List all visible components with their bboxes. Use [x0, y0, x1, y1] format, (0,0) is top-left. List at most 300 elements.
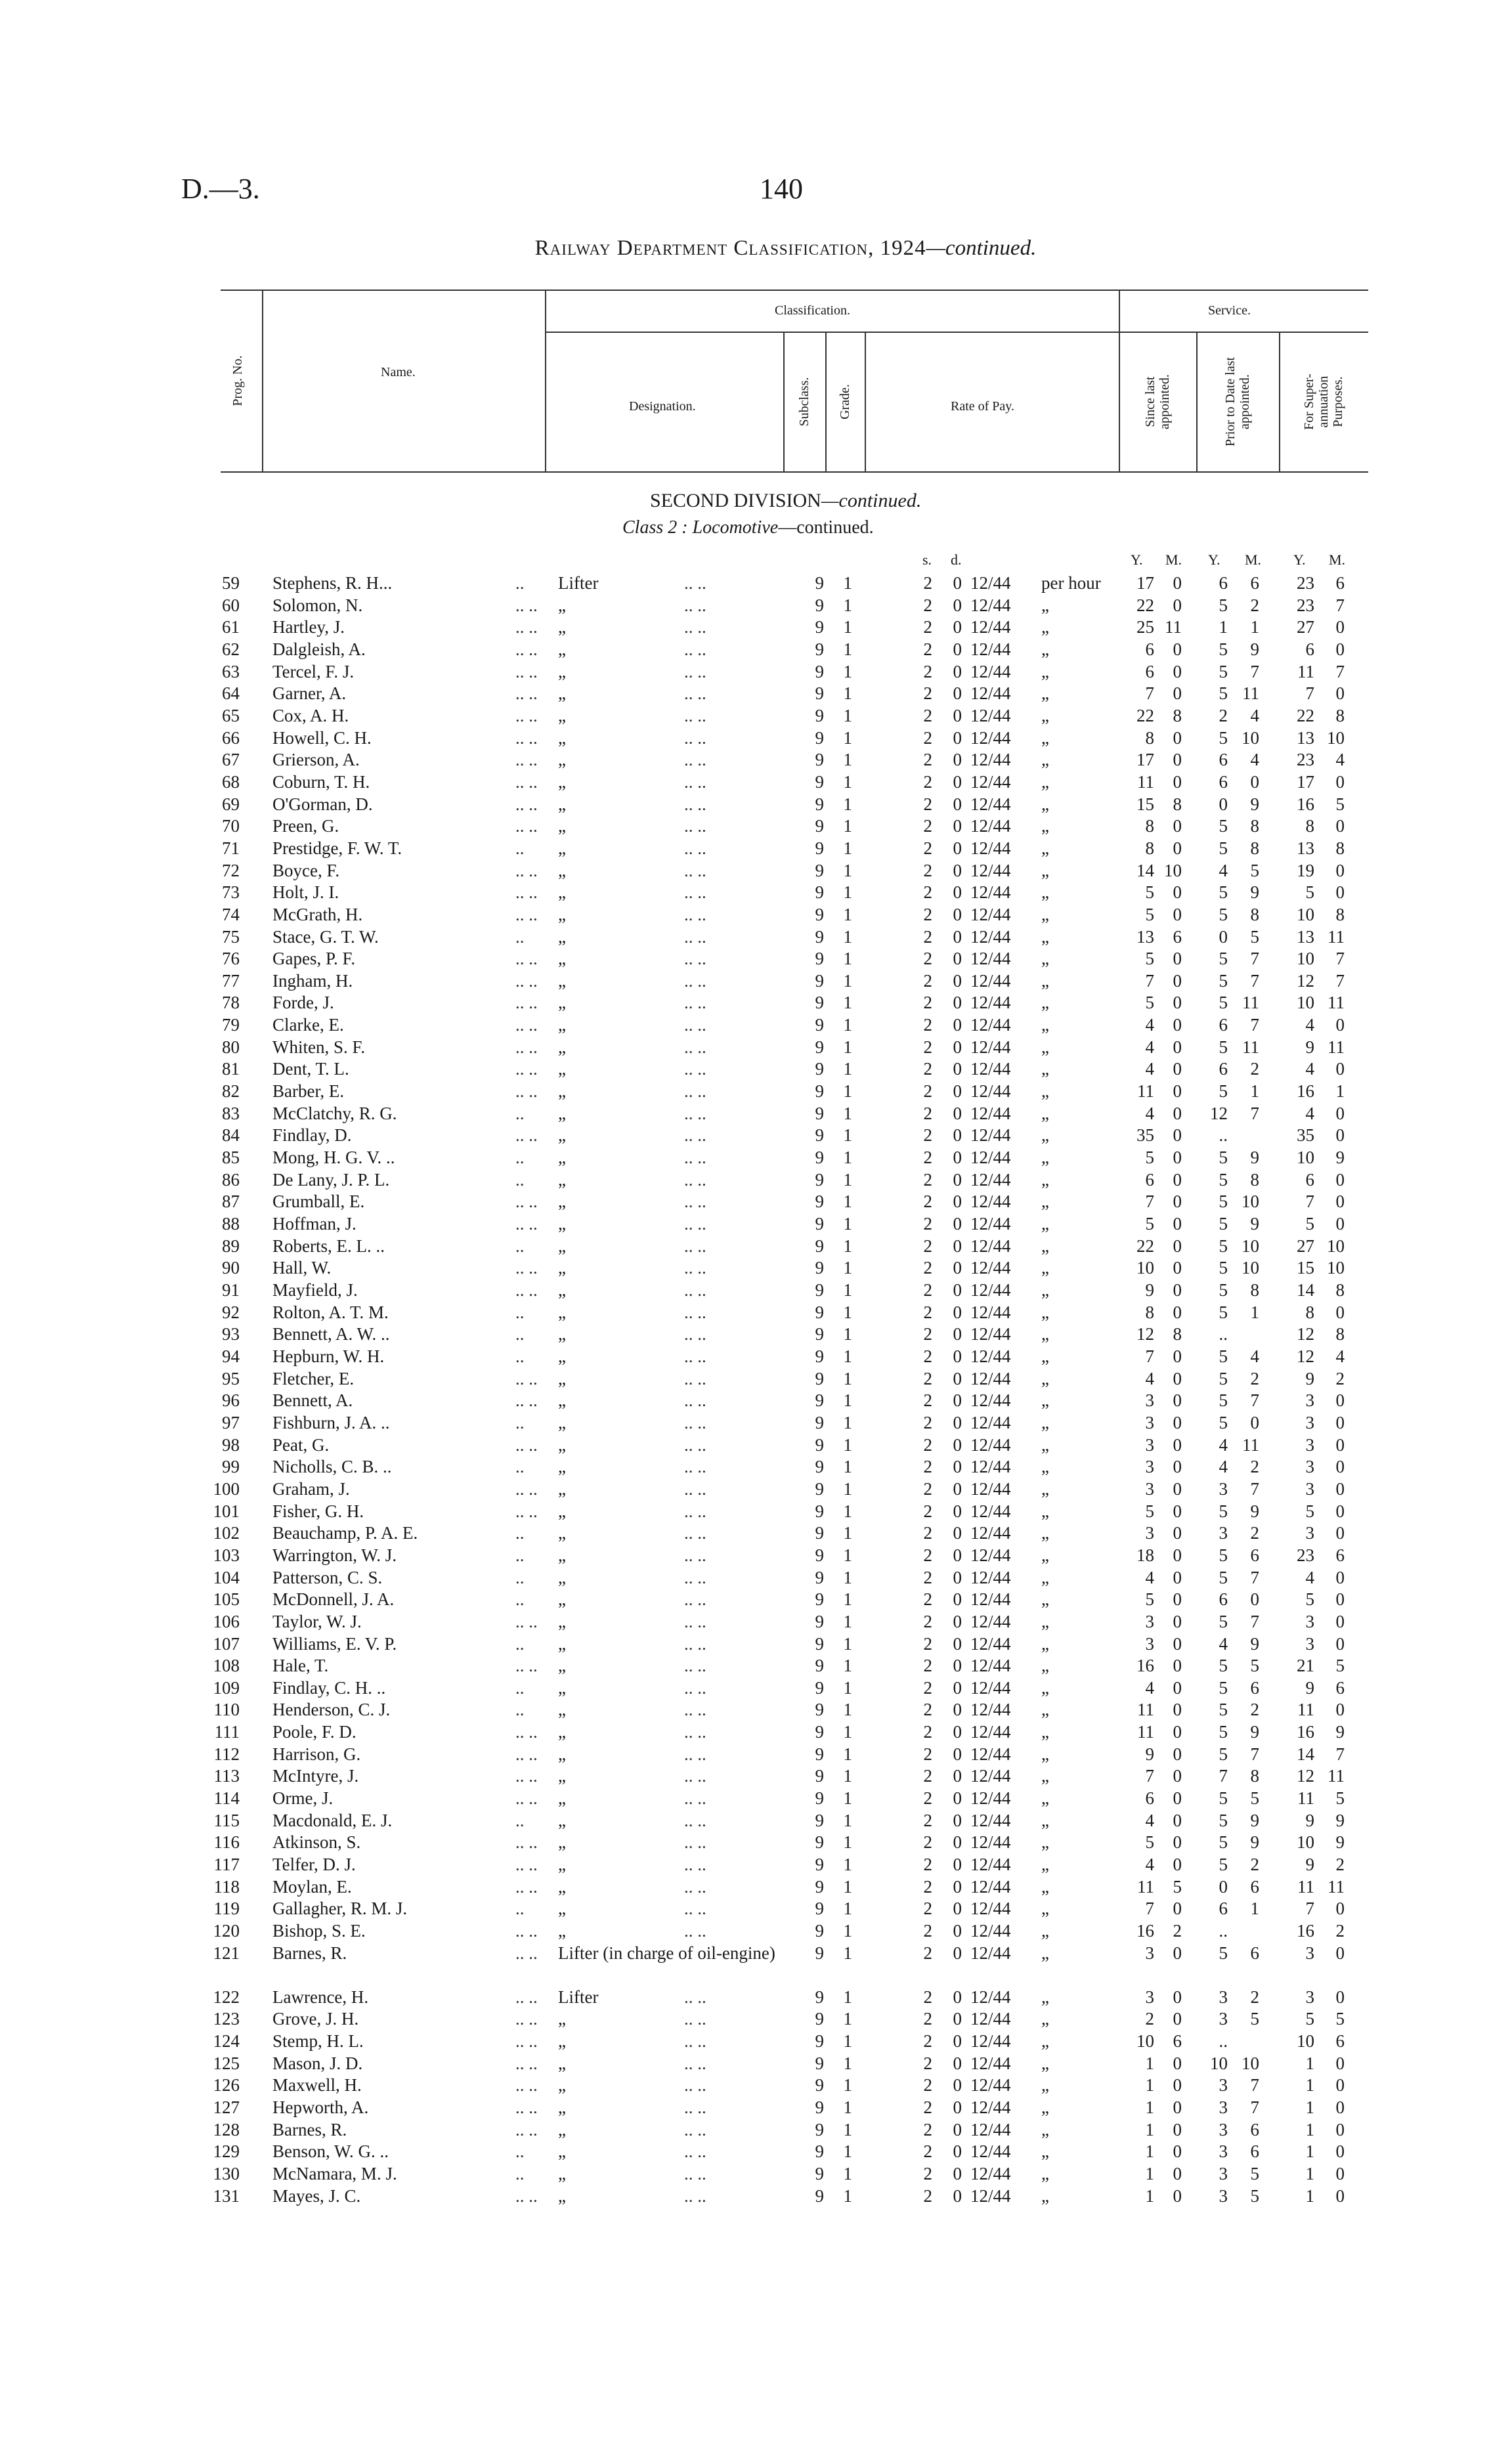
staff-name: O'Gorman, D.: [272, 794, 373, 814]
rate-shillings: 2: [923, 617, 932, 637]
rate-pence: 0: [953, 2009, 962, 2029]
since-years: 11: [1137, 1722, 1154, 1742]
rate-shillings: 2: [923, 2119, 932, 2139]
rate-shillings: 2: [923, 1656, 932, 1676]
leader-dots: .. ..: [684, 1744, 706, 1764]
rate-period: „: [1041, 617, 1049, 637]
super-years: 6: [1305, 1169, 1314, 1190]
col-divider: [783, 332, 785, 471]
rate-value: 12/44: [970, 750, 1011, 770]
col-prog-no: Prog. No.: [230, 355, 245, 406]
rate-period: „: [1041, 1788, 1049, 1809]
prior-years: 5: [1219, 1567, 1228, 1587]
prior-years: 5: [1219, 1722, 1228, 1742]
staff-name: Solomon, N.: [272, 595, 363, 615]
rate-shillings: 2: [923, 1766, 932, 1786]
since-months: 0: [1173, 904, 1182, 924]
grade: 1: [843, 1346, 852, 1366]
leader-dots: .. ..: [515, 1059, 538, 1079]
leader-dots: .. ..: [684, 1059, 706, 1079]
rate-pence: 0: [953, 1478, 962, 1499]
subclass: 9: [815, 705, 824, 725]
prior-months: 11: [1242, 1434, 1259, 1455]
rate-pence: 0: [953, 1059, 962, 1079]
staff-name: Hepburn, W. H.: [272, 1346, 385, 1366]
designation: „: [558, 1677, 566, 1698]
prior-years: 6: [1219, 1589, 1228, 1610]
super-months: 11: [1328, 1766, 1345, 1786]
since-years: 17: [1136, 573, 1154, 593]
super-years: 6: [1305, 639, 1314, 659]
rate-value: 12/44: [970, 1899, 1011, 1919]
table-row: [0, 1567, 1512, 1589]
staff-name: Cox, A. H.: [272, 705, 349, 725]
subclass: 9: [815, 1677, 824, 1698]
super-months: 11: [1328, 926, 1345, 947]
super-years: 22: [1297, 705, 1314, 725]
leader-dots: .. ..: [515, 1214, 538, 1234]
since-years: 1: [1145, 2097, 1154, 2117]
prior-months: 10: [1242, 1236, 1259, 1256]
super-months: 0: [1335, 2053, 1345, 2073]
prior-months: 2: [1250, 1987, 1259, 2007]
grade: 1: [843, 1810, 852, 1830]
prior-years: 7: [1219, 1766, 1228, 1786]
rate-shillings: 2: [923, 1744, 932, 1764]
rate-pence: 0: [953, 2185, 962, 2206]
rate-value: 12/44: [970, 949, 1011, 969]
rate-pence: 0: [953, 816, 962, 836]
rate-value: 12/44: [970, 1722, 1011, 1742]
designation: „: [558, 2141, 566, 2162]
rate-pence: 0: [953, 1788, 962, 1809]
leader-dots: .. ..: [684, 2053, 706, 2073]
subclass: 9: [815, 2053, 824, 2073]
rate-value: 12/44: [970, 1545, 1011, 1565]
prog-no: 87: [222, 1192, 240, 1212]
rate-period: „: [1041, 1611, 1049, 1631]
prior-months: 6: [1250, 2119, 1259, 2139]
rate-pence: 0: [953, 2163, 962, 2183]
super-months: 6: [1335, 1545, 1345, 1565]
super-years: 10: [1297, 949, 1314, 969]
prior-years: 4: [1219, 1457, 1228, 1477]
prog-no: 60: [222, 595, 240, 615]
prog-no: 99: [222, 1457, 240, 1477]
rate-pence: 0: [953, 1744, 962, 1764]
designation: „: [558, 771, 566, 792]
since-years: 1: [1145, 2163, 1154, 2183]
leader-dots: ..: [515, 1700, 525, 1720]
since-years: 22: [1136, 1236, 1154, 1256]
rate-period: „: [1041, 2053, 1049, 2073]
rate-period: „: [1041, 1855, 1049, 1875]
rate-pence: 0: [953, 1656, 962, 1676]
rate-pence: 0: [953, 705, 962, 725]
super-years: 11: [1297, 1788, 1314, 1809]
prog-no: 72: [222, 860, 240, 880]
staff-name: McDonnell, J. A.: [272, 1589, 395, 1610]
rate-value: 12/44: [970, 1236, 1011, 1256]
leader-dots: .. ..: [515, 617, 538, 637]
since-years: 22: [1136, 595, 1154, 615]
rate-period: „: [1041, 1457, 1049, 1477]
staff-name: Garner, A.: [272, 683, 347, 704]
rate-value: 12/44: [970, 661, 1011, 681]
super-months: 0: [1335, 2163, 1345, 2183]
rate-shillings: 2: [923, 1876, 932, 1897]
table-row: [0, 1876, 1512, 1899]
leader-dots: .. ..: [684, 1656, 706, 1676]
leader-dots: .. ..: [684, 2097, 706, 2117]
rate-shillings: 2: [923, 2053, 932, 2073]
super-months: 6: [1335, 573, 1345, 593]
rate-value: 12/44: [970, 1876, 1011, 1897]
leader-dots: .. ..: [515, 1744, 538, 1764]
table-row: [0, 1677, 1512, 1700]
page-title-continued: —continued.: [926, 236, 1037, 260]
unit-months: M.: [1329, 551, 1346, 568]
super-years: 13: [1297, 926, 1314, 947]
grade: 1: [843, 1788, 852, 1809]
leader-dots: .. ..: [684, 1722, 706, 1742]
rate-period: „: [1041, 1943, 1049, 1963]
designation: „: [558, 2163, 566, 2183]
leader-dots: ..: [515, 838, 525, 858]
rate-shillings: 2: [923, 1899, 932, 1919]
prog-no: 109: [213, 1677, 240, 1698]
designation: „: [558, 1015, 566, 1035]
rate-period: „: [1041, 993, 1049, 1013]
subclass: 9: [815, 1700, 824, 1720]
rate-pence: 0: [953, 1501, 962, 1521]
rate-pence: 0: [953, 1236, 962, 1256]
rate-period: „: [1041, 1434, 1049, 1455]
since-months: 0: [1173, 1700, 1182, 1720]
prog-no: 97: [222, 1412, 240, 1432]
rate-value: 12/44: [970, 1943, 1011, 1963]
rate-shillings: 2: [923, 904, 932, 924]
rate-pence: 0: [953, 970, 962, 991]
leader-dots: .. ..: [684, 1478, 706, 1499]
designation: „: [558, 1788, 566, 1809]
designation: „: [558, 1258, 566, 1278]
rate-period: „: [1041, 2097, 1049, 2117]
grade: 1: [843, 2009, 852, 2029]
prior-years: 5: [1219, 1744, 1228, 1764]
super-years: 23: [1297, 750, 1314, 770]
since-months: 0: [1173, 2053, 1182, 2073]
since-months: 0: [1173, 1545, 1182, 1565]
prog-no: 131: [213, 2185, 240, 2206]
staff-name: Stephens, R. H...: [272, 573, 393, 593]
prior-years: 5: [1219, 1677, 1228, 1698]
staff-name: Nicholls, C. B. ..: [272, 1457, 392, 1477]
rate-value: 12/44: [970, 1987, 1011, 2007]
rate-shillings: 2: [923, 816, 932, 836]
col-service: Service.: [1208, 303, 1251, 318]
super-months: 0: [1335, 1412, 1345, 1432]
rate-value: 12/44: [970, 2053, 1011, 2073]
prog-no: 111: [214, 1722, 240, 1742]
staff-name: Henderson, C. J.: [272, 1700, 391, 1720]
since-years: 9: [1145, 1744, 1154, 1764]
rate-period: „: [1041, 1832, 1049, 1853]
col-divider: [545, 290, 546, 471]
super-months: 7: [1335, 970, 1345, 991]
rate-value: 12/44: [970, 1103, 1011, 1123]
since-months: 0: [1173, 1987, 1182, 2007]
super-months: 0: [1335, 1943, 1345, 1963]
rate-value: 12/44: [970, 1015, 1011, 1035]
super-years: 9: [1305, 1677, 1314, 1698]
prior-years: 5: [1219, 1656, 1228, 1676]
rate-value: 12/44: [970, 926, 1011, 947]
staff-name: Fletcher, E.: [272, 1368, 355, 1388]
unit-shillings: s.: [922, 551, 932, 568]
subclass: 9: [815, 1921, 824, 1941]
subclass: 9: [815, 1832, 824, 1853]
staff-name: Mayes, J. C.: [272, 2185, 361, 2206]
since-years: 10: [1136, 2031, 1154, 2051]
rate-pence: 0: [953, 771, 962, 792]
prior-years: 3: [1219, 2075, 1228, 2095]
prog-no: 82: [222, 1081, 240, 1102]
rate-value: 12/44: [970, 1677, 1011, 1698]
since-years: 7: [1145, 1346, 1154, 1366]
leader-dots: .. ..: [684, 2185, 706, 2206]
grade: 1: [843, 1744, 852, 1764]
grade: 1: [843, 1987, 852, 2007]
since-months: 10: [1164, 860, 1182, 880]
designation: „: [558, 1214, 566, 1234]
leader-dots: .. ..: [684, 1633, 706, 1654]
rate-pence: 0: [953, 2097, 962, 2117]
grade: 1: [843, 1412, 852, 1432]
rate-shillings: 2: [923, 1633, 932, 1654]
table-row: [0, 661, 1512, 683]
prior-years: 5: [1219, 1280, 1228, 1300]
table-row: [0, 970, 1512, 993]
subclass: 9: [815, 2119, 824, 2139]
staff-name: Holt, J. I.: [272, 882, 339, 903]
rate-period: „: [1041, 904, 1049, 924]
super-years: 7: [1305, 1899, 1314, 1919]
since-months: 0: [1173, 727, 1182, 748]
prior-months: 9: [1250, 882, 1259, 903]
rate-value: 12/44: [970, 1214, 1011, 1234]
unit-months: M.: [1165, 551, 1182, 568]
rate-value: 12/44: [970, 617, 1011, 637]
col-divider: [262, 290, 263, 471]
prior-years: 5: [1219, 904, 1228, 924]
prior-years: ..: [1219, 1324, 1228, 1344]
prior-months: 2: [1250, 595, 1259, 615]
rate-pence: 0: [953, 1457, 962, 1477]
prior-years: 3: [1219, 1987, 1228, 2007]
prog-no: 127: [213, 2097, 240, 2117]
rate-pence: 0: [953, 639, 962, 659]
super-years: 10: [1297, 1148, 1314, 1168]
designation: Lifter (in charge of oil-engine): [558, 1943, 775, 1963]
prog-no: 93: [222, 1324, 240, 1344]
designation: „: [558, 1280, 566, 1300]
staff-name: Grumball, E.: [272, 1192, 365, 1212]
rate-period: „: [1041, 1169, 1049, 1190]
rate-shillings: 2: [923, 1015, 932, 1035]
leader-dots: .. ..: [515, 1832, 538, 1853]
rate-value: 12/44: [970, 1855, 1011, 1875]
rate-shillings: 2: [923, 727, 932, 748]
rate-period: „: [1041, 1589, 1049, 1610]
rate-shillings: 2: [923, 926, 932, 947]
leader-dots: .. ..: [684, 2075, 706, 2095]
prior-years: ..: [1219, 2031, 1228, 2051]
grade: 1: [843, 705, 852, 725]
col-divider: [825, 332, 827, 471]
since-months: 8: [1173, 794, 1182, 814]
designation: „: [558, 1059, 566, 1079]
super-months: 1: [1335, 1081, 1345, 1102]
table-row: [0, 1810, 1512, 1832]
prior-months: 2: [1250, 1059, 1259, 1079]
rate-shillings: 2: [923, 2009, 932, 2029]
since-months: 8: [1173, 1324, 1182, 1344]
staff-name: Clarke, E.: [272, 1015, 344, 1035]
super-years: 35: [1297, 1125, 1314, 1146]
subclass: 9: [815, 1390, 824, 1411]
prior-months: 9: [1250, 1148, 1259, 1168]
grade: 1: [843, 993, 852, 1013]
rate-value: 12/44: [970, 705, 1011, 725]
grade: 1: [843, 573, 852, 593]
table-row: [0, 1058, 1512, 1081]
subclass: 9: [815, 1766, 824, 1786]
section-continued: —continued.: [821, 490, 922, 511]
leader-dots: .. ..: [515, 1987, 538, 2007]
staff-name: Tercel, F. J.: [272, 661, 355, 681]
designation: „: [558, 2031, 566, 2051]
prior-years: 6: [1219, 573, 1228, 593]
rate-pence: 0: [953, 1943, 962, 1963]
grade: 1: [843, 1148, 852, 1168]
designation: „: [558, 2185, 566, 2206]
super-years: 23: [1297, 1545, 1314, 1565]
super-months: 0: [1335, 882, 1345, 903]
prog-no: 80: [222, 1037, 240, 1057]
rate-pence: 0: [953, 683, 962, 704]
rate-value: 12/44: [970, 1192, 1011, 1212]
rate-period: „: [1041, 727, 1049, 748]
leader-dots: ..: [515, 1545, 525, 1565]
rate-value: 12/44: [970, 2075, 1011, 2095]
prior-years: 3: [1219, 2009, 1228, 2029]
class-continued: —continued.: [778, 517, 874, 538]
prog-no: 104: [213, 1567, 240, 1587]
prior-years: 5: [1219, 1081, 1228, 1102]
subclass: 9: [815, 794, 824, 814]
rate-period: „: [1041, 1103, 1049, 1123]
staff-name: Mayfield, J.: [272, 1280, 358, 1300]
super-years: 4: [1305, 1059, 1314, 1079]
rate-shillings: 2: [923, 573, 932, 593]
leader-dots: .. ..: [515, 1015, 538, 1035]
rate-pence: 0: [953, 1125, 962, 1146]
rate-period: „: [1041, 1523, 1049, 1543]
super-months: 0: [1335, 1457, 1345, 1477]
rate-period: „: [1041, 1677, 1049, 1698]
rate-period: „: [1041, 2009, 1049, 2029]
table-row: [0, 705, 1512, 727]
super-years: 10: [1297, 2031, 1314, 2051]
subclass: 9: [815, 860, 824, 880]
designation: Lifter: [558, 1987, 599, 2007]
prior-months: 10: [1242, 1258, 1259, 1278]
grade: 1: [843, 1059, 852, 1079]
prog-no: 100: [213, 1478, 240, 1499]
since-months: 0: [1173, 750, 1182, 770]
rate-pence: 0: [953, 1302, 962, 1322]
subclass: 9: [815, 683, 824, 704]
super-months: 0: [1335, 1125, 1345, 1146]
leader-dots: .. ..: [684, 1921, 706, 1941]
since-years: 5: [1145, 1148, 1154, 1168]
super-years: 5: [1305, 1589, 1314, 1610]
prog-no: 62: [222, 639, 240, 659]
leader-dots: ..: [515, 1324, 525, 1344]
leader-dots: .. ..: [684, 2119, 706, 2139]
rate-value: 12/44: [970, 2097, 1011, 2117]
rate-value: 12/44: [970, 882, 1011, 903]
since-years: 5: [1145, 1214, 1154, 1234]
prog-no: 117: [213, 1855, 240, 1875]
table-row: [0, 771, 1512, 794]
leader-dots: .. ..: [684, 1258, 706, 1278]
rate-value: 12/44: [970, 2031, 1011, 2051]
prior-months: 9: [1250, 1832, 1259, 1853]
prior-years: 4: [1219, 860, 1228, 880]
rate-pence: 0: [953, 2075, 962, 2095]
since-years: 6: [1145, 639, 1154, 659]
staff-name: Coburn, T. H.: [272, 771, 370, 792]
rate-shillings: 2: [923, 750, 932, 770]
prior-years: 5: [1219, 1700, 1228, 1720]
prior-months: 9: [1250, 1633, 1259, 1654]
page-number: 140: [760, 173, 803, 205]
grade: 1: [843, 1545, 852, 1565]
super-years: 23: [1297, 595, 1314, 615]
staff-name: Peat, G.: [272, 1434, 330, 1455]
since-months: 0: [1173, 2009, 1182, 2029]
super-years: 16: [1297, 1722, 1314, 1742]
since-years: 25: [1136, 617, 1154, 637]
subclass: 9: [815, 1236, 824, 1256]
designation: „: [558, 1722, 566, 1742]
subclass: 9: [815, 1656, 824, 1676]
since-months: 6: [1173, 2031, 1182, 2051]
header-bottom-rule: [221, 471, 1368, 473]
grade: 1: [843, 683, 852, 704]
since-months: 0: [1173, 1744, 1182, 1764]
rate-shillings: 2: [923, 860, 932, 880]
leader-dots: .. ..: [684, 1037, 706, 1057]
table-row: [0, 749, 1512, 771]
prior-months: 2: [1250, 1523, 1259, 1543]
rate-period: „: [1041, 1059, 1049, 1079]
table-row: [0, 1125, 1512, 1147]
table-row: [0, 2053, 1512, 2075]
super-years: 1: [1305, 2075, 1314, 2095]
